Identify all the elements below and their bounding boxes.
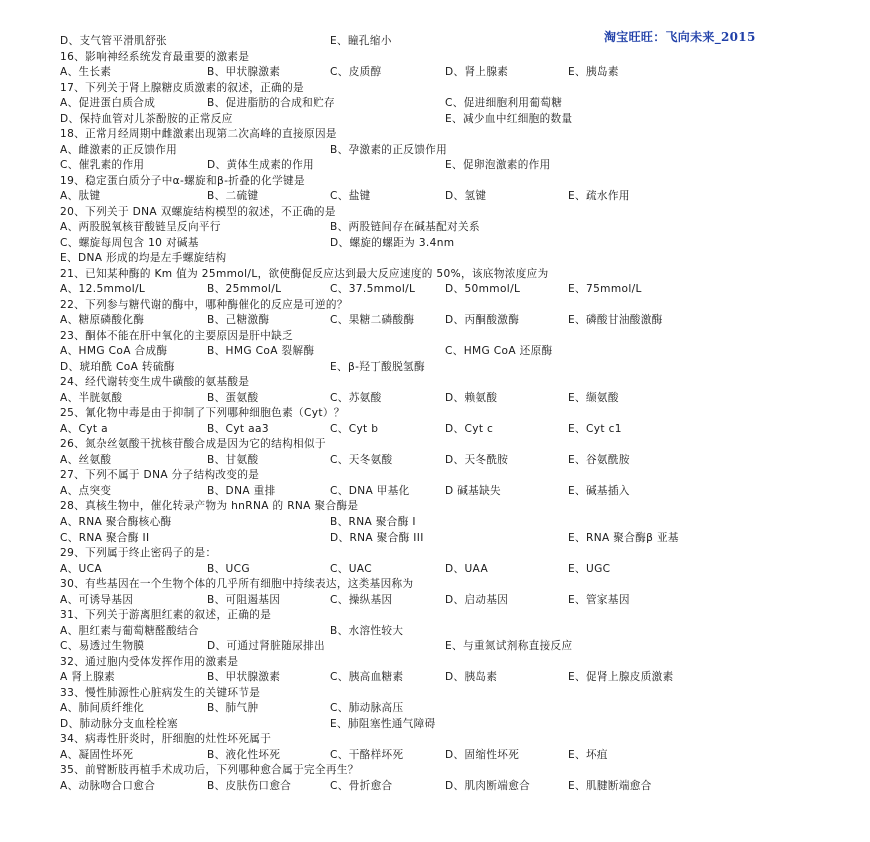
answer-option: D、支气管平滑肌舒张 [60, 35, 168, 47]
answer-option: A、肽键 [60, 190, 101, 203]
question-list [60, 34, 840, 794]
question-text: 34、病毒性肝炎时，肝细胞的灶性坏死属于 [60, 733, 272, 746]
answer-option: D、赖氨酸 [445, 391, 498, 404]
text-line [60, 670, 840, 686]
text-line [60, 34, 840, 50]
answer-option: E、瞳孔缩小 [330, 35, 392, 47]
text-line [60, 717, 840, 733]
text-line [60, 639, 840, 655]
answer-option: C、Cyt b [330, 422, 379, 435]
answer-option: A、丝氨酸 [60, 453, 112, 466]
answer-option: A、胆红素与葡萄糖醛酸结合 [60, 624, 199, 637]
answer-option: D、黄体生成素的作用 [207, 159, 315, 172]
answer-option: C、苏氨酸 [330, 391, 382, 404]
text-line [60, 453, 840, 469]
answer-option: B、UCG [207, 562, 250, 575]
answer-option: B、己糖激酶 [207, 314, 270, 327]
text-line [60, 624, 840, 640]
answer-option: A、雌激素的正反馈作用 [60, 143, 178, 156]
answer-option: B、水溶性较大 [330, 624, 404, 637]
answer-option: E、碱基插入 [568, 484, 630, 497]
answer-option: C、37.5mmol/L [330, 283, 416, 296]
answer-option: A、生长素 [60, 66, 112, 79]
answer-option: D、可通过肾脏随尿排出 [207, 640, 325, 653]
answer-option: A、HMG CoA 合成酶 [60, 345, 168, 358]
text-line [60, 732, 840, 748]
answer-option: C、盐键 [330, 190, 371, 203]
answer-option: E、促肾上腺皮质激素 [568, 671, 674, 684]
text-line [60, 468, 840, 484]
text-line [60, 499, 840, 515]
answer-option: D 碱基缺失 [445, 484, 501, 497]
question-text: 33、慢性肺源性心脏病发生的关键环节是 [60, 686, 261, 699]
answer-option: D、肌肉断端愈合 [445, 779, 531, 792]
answer-option: C、果糖二磷酸酶 [330, 314, 415, 327]
text-line [60, 205, 840, 221]
answer-option: B、孕激素的正反馈作用 [330, 143, 448, 156]
answer-option: B、甲状腺激素 [207, 66, 281, 79]
question-text: 32、通过胞内受体发挥作用的激素是 [60, 655, 239, 668]
answer-option: E、管家基因 [568, 593, 630, 606]
answer-option: C、易透过生物膜 [60, 640, 145, 653]
answer-option: A、糖原磷酸化酶 [60, 314, 145, 327]
answer-option: B、甲状腺激素 [207, 671, 281, 684]
answer-option: A、半胱氨酸 [60, 391, 123, 404]
answer-option: E、坏疽 [568, 748, 608, 761]
answer-option: A、Cyt a [60, 422, 108, 435]
text-line [60, 515, 840, 531]
answer-option: D、氢键 [445, 190, 487, 203]
answer-option: C、DNA 甲基化 [330, 484, 410, 497]
question-text: 26、氮杂丝氨酸干扰核苷酸合成是因为它的结构相似于 [60, 438, 326, 451]
answer-option: B、促进脂肪的合成和贮存 [207, 97, 335, 110]
answer-option: E、RNA 聚合酶β 亚基 [568, 531, 679, 544]
question-text: 27、下列不属于 DNA 分子结构改变的是 [60, 469, 260, 482]
text-line [60, 236, 840, 252]
answer-option: B、肺气肿 [207, 702, 259, 715]
text-line [60, 329, 840, 345]
answer-option: C、RNA 聚合酶 II [60, 531, 150, 544]
answer-option: A、促进蛋白质合成 [60, 97, 156, 110]
answer-option: C、催乳素的作用 [60, 159, 145, 172]
question-text: 23、酮体不能在肝中氧化的主要原因是肝中缺乏 [60, 329, 294, 342]
text-line [60, 686, 840, 702]
answer-option: C、干酪样坏死 [330, 748, 404, 761]
answer-option: D、UAA [445, 562, 489, 575]
text-line [60, 251, 840, 267]
answer-option: B、25mmol/L [207, 283, 282, 296]
text-line [60, 701, 840, 717]
answer-option: C、UAC [330, 562, 372, 575]
answer-option: E、75mmol/L [568, 283, 642, 296]
answer-option: B、Cyt aa3 [207, 422, 269, 435]
text-line [60, 484, 840, 500]
text-line [60, 655, 840, 671]
answer-option: C、骨折愈合 [330, 779, 393, 792]
answer-option: D、Cyt c [445, 422, 494, 435]
text-line [60, 406, 840, 422]
answer-option: C、天冬氨酸 [330, 453, 393, 466]
text-line [60, 50, 840, 66]
answer-option: B、RNA 聚合酶 I [330, 515, 416, 528]
answer-option: E、Cyt c1 [568, 422, 622, 435]
question-text: 17、下列关于肾上腺糖皮质激素的叙述，正确的是 [60, 81, 304, 94]
answer-option: E、肌腱断端愈合 [568, 779, 652, 792]
answer-option: D、肾上腺素 [445, 66, 509, 79]
text-line [60, 422, 840, 438]
text-line [60, 81, 840, 97]
text-line [60, 391, 840, 407]
question-text: 30、有些基因在一个生物个体的几乎所有细胞中持续表达，这类基因称为 [60, 578, 414, 591]
answer-option: E、胰岛素 [568, 66, 619, 79]
text-line [60, 375, 840, 391]
text-line [60, 360, 840, 376]
answer-option: B、液化性坏死 [207, 748, 281, 761]
text-line [60, 158, 840, 174]
answer-option: A、肺间质纤维化 [60, 702, 145, 715]
answer-option: D、肺动脉分支血栓栓塞 [60, 717, 178, 730]
text-line [60, 562, 840, 578]
answer-option: E、减少血中红细胞的数量 [445, 112, 573, 125]
answer-option: D、RNA 聚合酶 III [330, 531, 424, 544]
question-text: 21、已知某种酶的 Km 值为 25mmol/L，欲使酶促反应达到最大反应速度的 50%，该底物浓度应为 [60, 267, 549, 280]
text-line [60, 313, 840, 329]
question-text: 18、正常月经周期中雌激素出现第二次高峰的直接原因是 [60, 128, 337, 141]
text-line [60, 546, 840, 562]
question-text: 29、下列属于终止密码子的是： [60, 547, 217, 560]
text-line [60, 344, 840, 360]
answer-option: A、动脉吻合口愈合 [60, 779, 156, 792]
answer-option: C、螺旋每周包含 10 对碱基 [60, 236, 199, 249]
answer-option: A、12.5mmol/L [60, 283, 146, 296]
answer-option: D、丙酮酸激酶 [445, 314, 520, 327]
answer-option: E、与重氮试剂称直接反应 [445, 640, 573, 653]
answer-option: D、50mmol/L [445, 283, 521, 296]
text-line [60, 189, 840, 205]
answer-option: D、螺旋的螺距为 3.4nm [330, 236, 455, 249]
question-text: E、DNA 形成的均是左手螺旋结构 [60, 252, 227, 265]
answer-option: B、蛋氨酸 [207, 391, 259, 404]
answer-option: C、皮质醇 [330, 66, 382, 79]
text-line [60, 267, 840, 283]
answer-option: D、保持血管对儿茶酚胺的正常反应 [60, 112, 233, 125]
answer-option: D、胰岛素 [445, 671, 498, 684]
text-line [60, 65, 840, 81]
text-line [60, 531, 840, 547]
answer-option: B、DNA 重排 [207, 484, 276, 497]
answer-option: E、肺阻塞性通气障碍 [330, 717, 436, 730]
text-line [60, 779, 840, 795]
answer-option: D、琥珀酰 CoA 转硫酶 [60, 360, 175, 373]
text-line [60, 282, 840, 298]
answer-option: D、固缩性坏死 [445, 748, 520, 761]
answer-option: C、肺动脉高压 [330, 702, 404, 715]
question-text: 31、下列关于游离胆红素的叙述，正确的是 [60, 609, 272, 622]
answer-option: B、两股链间存在碱基配对关系 [330, 221, 480, 234]
brand-header: 淘宝旺旺：飞向未来_2015 [604, 30, 756, 44]
text-line [60, 437, 840, 453]
text-line [60, 220, 840, 236]
question-text: 16、影响神经系统发育最重要的激素是 [60, 50, 250, 63]
answer-option: A、可诱导基因 [60, 593, 134, 606]
answer-option: E、磷酸甘油酸激酶 [568, 314, 663, 327]
text-line [60, 748, 840, 764]
question-text: 35、前臂断肢再植手术成功后，下列哪种愈合属于完全再生？ [60, 764, 359, 777]
answer-option: A、两股脱氧核苷酸链呈反向平行 [60, 221, 221, 234]
answer-option: A、UCA [60, 562, 102, 575]
answer-option: E、谷氨酰胺 [568, 453, 630, 466]
answer-option: B、甘氨酸 [207, 453, 259, 466]
answer-option: A、点突变 [60, 484, 112, 497]
question-text: 28、真核生物中，催化转录产物为 hnRNA 的 RNA 聚合酶是 [60, 500, 359, 513]
question-text: 19、稳定蛋白质分子中α-螺旋和β-折叠的化学键是 [60, 174, 305, 187]
answer-option: C、促进细胞利用葡萄糖 [445, 97, 563, 110]
answer-option: B、可阻遏基因 [207, 593, 281, 606]
text-line [60, 96, 840, 112]
answer-option: C、胰高血糖素 [330, 671, 404, 684]
question-text: 20、下列关于 DNA 双螺旋结构模型的叙述，不正确的是 [60, 205, 336, 218]
text-line [60, 298, 840, 314]
question-text: 24、经代谢转变生成牛磺酸的氨基酸是 [60, 376, 250, 389]
answer-option: E、疏水作用 [568, 190, 630, 203]
answer-option: B、HMG CoA 裂解酶 [207, 345, 315, 358]
text-line [60, 143, 840, 159]
text-line [60, 127, 840, 143]
answer-option: E、促卵泡激素的作用 [445, 159, 551, 172]
answer-option: D、天冬酰胺 [445, 453, 509, 466]
text-line [60, 608, 840, 624]
answer-option: E、UGC [568, 562, 611, 575]
answer-option: B、二硫键 [207, 190, 259, 203]
text-line [60, 112, 840, 128]
answer-option: A 肾上腺素 [60, 671, 116, 684]
text-line [60, 174, 840, 190]
answer-option: C、HMG CoA 还原酶 [445, 345, 553, 358]
answer-option: A、RNA 聚合酶核心酶 [60, 515, 172, 528]
answer-option: E、β-羟丁酸脱氢酶 [330, 360, 425, 373]
question-text: 25、氰化物中毒是由于抑制了下列哪种细胞色素（Cyt）？ [60, 407, 345, 420]
question-text: 22、下列参与糖代谢的酶中，哪种酶催化的反应是可逆的？ [60, 298, 348, 311]
text-line [60, 763, 840, 779]
answer-option: E、缬氨酸 [568, 391, 619, 404]
text-line [60, 577, 840, 593]
text-line [60, 593, 840, 609]
answer-option: B、皮肤伤口愈合 [207, 779, 292, 792]
answer-option: A、凝固性坏死 [60, 748, 134, 761]
answer-option: D、启动基因 [445, 593, 509, 606]
answer-option: C、操纵基因 [330, 593, 393, 606]
